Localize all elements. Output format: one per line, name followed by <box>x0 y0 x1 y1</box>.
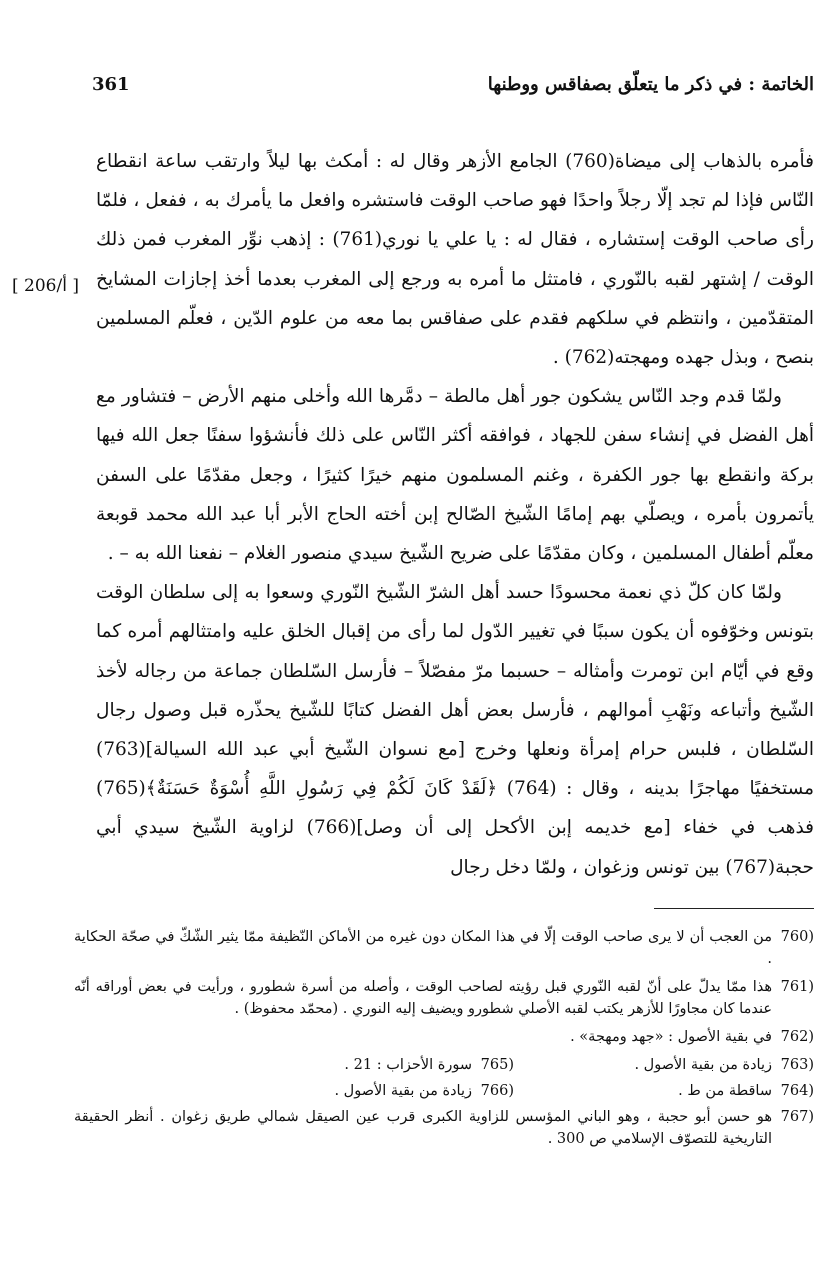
running-title: الخاتمة : في ذكر ما يتعلّق بصفاقس ووطنها <box>487 74 814 95</box>
footnote-row <box>74 1054 814 1080</box>
footnote <box>74 1026 814 1048</box>
footnote <box>344 1054 514 1076</box>
running-header <box>92 74 814 104</box>
footnote <box>678 1080 814 1102</box>
footnote-number: 761) <box>780 979 814 995</box>
footnote <box>74 976 814 1020</box>
paragraph: ولمّا كان كلّ ذي نعمة محسودًا حسد أهل الشرّ الشّيخ النّوري وسعوا به إلى سلطان الوقت بتونس وخوّفوه أن يكون سببًا في تغيير الدّول لما رأى من إقبال الخلق عليه وامتثالهم أمره كما وقع في أيّام ابن تومرت وأمثاله – حسبما مرّ مفصّلاً – فأرسل السّلطان جماعة من رجاله لأخذ الشّيخ وأتباعه ونَهْبِ أموالهم ، فأرسل بعض أهل الفضل كتابًا للشّيخ يحذّره قبل وصول رجال السّلطان ، فلبس حرام إمرأة ونعلها وخرج [مع نسوان الشّيخ أبي عبد الله السيالة](763) مستخفيًا مهاجرًا بدينه ، وقال : (764) ﴿لَقَدْ كَانَ لَكُمْ فِي رَسُولِ اللَّهِ أُسْوَةٌ حَسَنَةٌ﴾(765) فذهب في خفاء [مع خديمه إبن الأكحل إلى أن وصل](766) لزاوية الشّيخ سيدي أبي حجبة(767) بين تونس وزغوان ، ولمّا دخل رجال <box>96 582 814 878</box>
footnote-number: 762) <box>780 1029 814 1045</box>
footnote-text: في بقية الأصول : «جهد ومهجة» . <box>570 1029 772 1045</box>
footnote-separator <box>654 908 814 909</box>
footnote-number: 765) <box>480 1057 514 1073</box>
footnote-number: 764) <box>780 1083 814 1099</box>
footnote-text: هو حسن أبو حجبة ، وهو الباني المؤسس للزاوية الكبرى قرب عين الصيقل شمالي طريق زغوان . أنظر الحقيقة التاريخية للتصوّف الإسلامي ص 300 . <box>74 1109 772 1147</box>
footnote-number: 763) <box>780 1057 814 1073</box>
footnote-number: 760) <box>780 929 814 945</box>
paragraph: ولمّا قدم وجد النّاس يشكون جور أهل مالطة – دمَّرها الله وأخلى منهم الأرض – فتشاور مع أهل الفضل في إنشاء سفن للجهاد ، فوافقه أكثر النّاس على ذلك فأنشؤوا سفنًا جعل الله فيها بركة وانقطع بها جور الكفرة ، وغنم المسلمون منهم خيرًا كثيرًا ، وجعل مقدّمًا على السفن يأتمرون بأمره ، ويصلّي بهم إمامًا الشّيخ الصّالح إبن أخته الحاج الأبر أبا عبد الله محمد قوبعة معلّم أطفال المسلمين ، وكان مقدّمًا على ضريح الشّيخ سيدي منصور الغلام – نفعنا الله به – . <box>96 386 814 565</box>
footnote-number: 767) <box>780 1109 814 1125</box>
footnote-text: زيادة من بقية الأصول . <box>634 1057 772 1073</box>
footnote <box>74 926 814 970</box>
main-text <box>96 142 814 887</box>
footnote-text: هذا ممّا يدلّ على أنّ لقبه النّوري قبل رؤيته لصاحب الوقت ، وأصله من أسرة شطورو ، ورأيت في بعض أوراقه أنّه عندما كان مجاورًا للأزهر يكتب لقبه الأصلي شطورو ويضيف إليه النوري . (محمّد محفوظ) . <box>74 979 772 1017</box>
footnote-number: 766) <box>480 1083 514 1099</box>
footnote-row <box>74 1080 814 1106</box>
footnote-text: من العجب أن لا يرى صاحب الوقت إلّا في هذا المكان دون غيره من الأماكن النّظيفة ممّا يثير الشّكّ في صحّة الحكاية . <box>74 929 772 967</box>
footnote <box>74 1106 814 1150</box>
footnotes <box>74 926 814 1156</box>
paragraph: فأمره بالذهاب إلى ميضاة(760) الجامع الأزهر وقال له : أمكث بها ليلاً وارتقب ساعة انقطاع النّاس فإذا لم تجد إلّا رجلاً واحدًا فهو صاحب الوقت فاستشره وافعل ما يأمرك به ، ففعل ، فلمّا رأى صاحب الوقت إستشاره ، فقال له : يا علي يا نوري(761) : إذهب نوِّر المغرب فمن ذلك الوقت / إشتهر لقبه بالنّوري ، فامتثل ما أمره به ورجع إلى المغرب بعدما أخذ إجازات المشايخ المتقدّمين ، وانتظم في سلكهم فقدم على صفاقس بما معه من علوم الدّين ، فعلّم المسلمين بنصح ، وبذل جهده ومهجته(762) . <box>96 151 814 369</box>
footnote-text: ساقطة من ط . <box>678 1083 772 1099</box>
page-number: 361 <box>92 74 130 95</box>
footnote <box>334 1080 514 1102</box>
footnote <box>634 1054 814 1076</box>
folio-margin-note: [ 206/أ ] <box>12 276 79 296</box>
footnote-text: زيادة من بقية الأصول . <box>334 1083 472 1099</box>
footnote-text: سورة الأحزاب : 21 . <box>344 1057 472 1073</box>
